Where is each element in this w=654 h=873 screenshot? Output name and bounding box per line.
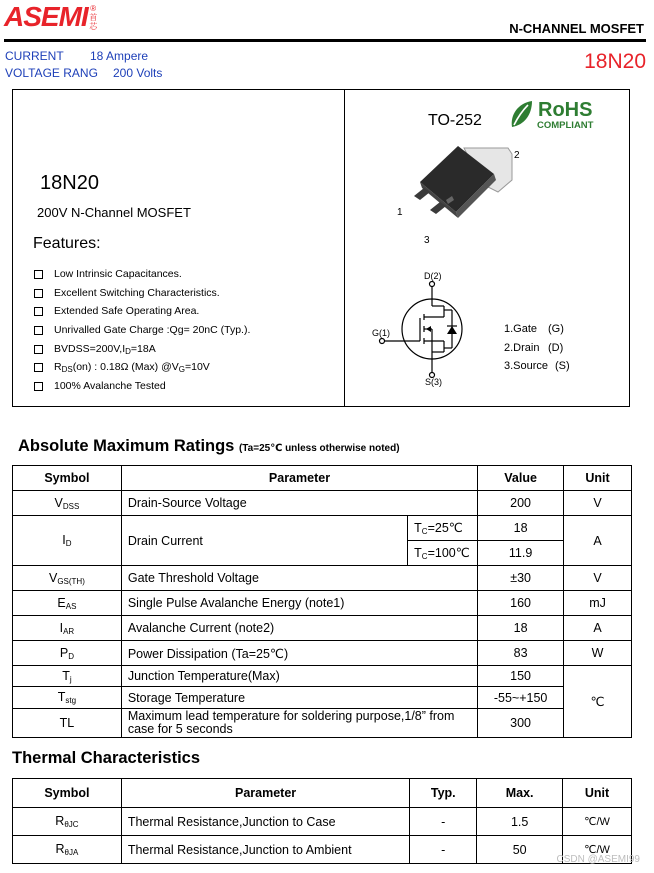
table-row: $T_{stg}$ Storage Temperature -55~+150 xyxy=(13,687,632,709)
table-row: $V_{DSS}$ Drain-Source Voltage 200 V xyxy=(13,491,632,516)
table-row: $I_D$ Drain Current $T_C=25℃$ 18 A xyxy=(13,516,632,541)
drain-label: D(2) xyxy=(424,271,442,281)
abs-max-note: (Ta=25℃ unless otherwise noted) xyxy=(238,443,400,454)
voltage-label: VOLTAGE RANG xyxy=(5,66,98,80)
table-row: $T_C=100℃$ 11.9 xyxy=(13,541,632,566)
intro-box-divider xyxy=(344,89,345,407)
source-label: S(3) xyxy=(425,377,443,387)
abs-max-title: Absolute Maximum Ratings (Ta=25℃ unless otherwise noted) xyxy=(18,437,400,455)
voltage-spec xyxy=(5,66,162,80)
table-row: TL Maximum lead temperature for soldering purpose,1/8” from case for 5 seconds 300 xyxy=(13,709,632,738)
checkbox-icon xyxy=(34,382,43,391)
table-row: $R_{\theta JC}$ Thermal Resistance,Junction to Case - 1.5 ℃/W xyxy=(13,808,632,836)
pin-item: 2.Drain (D) xyxy=(504,341,564,354)
feature-item: $R_{DS}(on)$ : 0.18Ω (Max) $@V_G=10V$ xyxy=(34,361,210,374)
checkbox-icon xyxy=(34,363,43,372)
logo-subtext: ® 首 芯 xyxy=(89,4,98,31)
voltage-value: 200 Volts xyxy=(113,66,163,80)
device-category: N-CHANNEL MOSFET xyxy=(509,21,644,36)
rohs-badge xyxy=(508,97,612,131)
current-spec xyxy=(5,49,148,63)
watermark: CSDN @ASEMI99 xyxy=(556,854,640,865)
feature-item: Extended Safe Operating Area. xyxy=(34,305,199,317)
pin-list xyxy=(504,320,570,376)
features-title: Features: xyxy=(33,235,101,252)
gate-label: G(1) xyxy=(372,328,390,338)
pin-item: 1.Gate (G) xyxy=(504,323,564,335)
current-label: CURRENT xyxy=(5,49,64,63)
checkbox-icon xyxy=(34,345,43,354)
mosfet-symbol xyxy=(370,268,480,390)
feature-item: 100% Avalanche Tested xyxy=(34,380,166,392)
brand-logo xyxy=(4,2,98,32)
logo-text: ASEMI xyxy=(4,1,88,32)
feature-item: Unrivalled Gate Charge :Qg= 20nC (Typ.). xyxy=(34,324,250,336)
pin-number-label: 1 xyxy=(397,207,403,218)
package-drawing xyxy=(390,140,530,250)
checkbox-icon xyxy=(34,307,43,316)
checkbox-icon xyxy=(34,289,43,298)
table-header-row: Symbol Parameter Value Unit xyxy=(13,466,632,491)
checkbox-icon xyxy=(34,270,43,279)
pin-number-label: 2 xyxy=(514,150,520,161)
pin-item: 3.Source (S) xyxy=(504,360,570,372)
table-row: $T_j$ Junction Temperature(Max) 150 ℃ xyxy=(13,666,632,687)
mosfet-icon xyxy=(380,282,463,378)
package-name: TO-252 xyxy=(428,112,482,129)
table-row: $R_{\theta JA}$ Thermal Resistance,Junction to Ambient - 50 ℃/W xyxy=(13,836,632,864)
part-description: 200V N-Channel MOSFET xyxy=(37,205,191,220)
feature-item: $BVDSS=200V,I_D=18A$ xyxy=(34,343,156,356)
abs-max-table xyxy=(12,465,632,738)
feature-item: Low Intrinsic Capacitances. xyxy=(34,268,182,280)
feature-item: Excellent Switching Characteristics. xyxy=(34,287,220,299)
to252-package-icon xyxy=(414,146,512,218)
table-row: $I_{AR}$ Avalanche Current (note2) 18 A xyxy=(13,616,632,641)
header-rule xyxy=(4,39,646,42)
pin-number-label: 3 xyxy=(424,235,430,246)
part-number: 18N20 xyxy=(40,172,99,194)
table-row: $V_{GS(TH)}$ Gate Threshold Voltage ±30 V xyxy=(13,566,632,591)
thermal-table xyxy=(12,778,632,864)
current-value: 18 Ampere xyxy=(90,49,149,63)
table-header-row: Symbol Parameter Typ. Max. Unit xyxy=(13,779,632,808)
rohs-text: RoHS xyxy=(538,99,593,121)
table-row: $P_D$ Power Dissipation (Ta=25℃) 83 W xyxy=(13,641,632,666)
thermal-title: Thermal Characteristics xyxy=(12,749,201,767)
rohs-subtext: COMPLIANT xyxy=(537,120,594,131)
leaf-icon xyxy=(512,101,532,127)
checkbox-icon xyxy=(34,326,43,335)
table-row: $E_{AS}$ Single Pulse Avalanche Energy (note1) 160 mJ xyxy=(13,591,632,616)
header-part-number: 18N20 xyxy=(584,50,646,73)
